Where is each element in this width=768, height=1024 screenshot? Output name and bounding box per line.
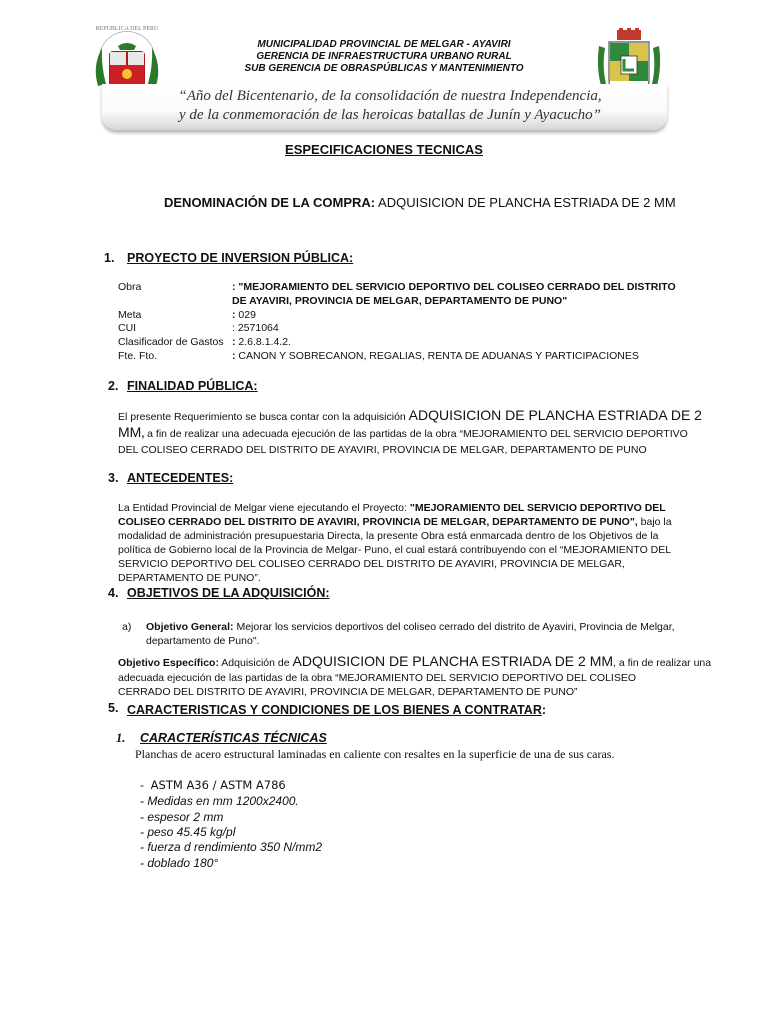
spec-item: - doblado 180° (140, 856, 219, 870)
obra-value-line-1: : "MEJORAMIENTO DEL SERVICIO DEPORTIVO DEL COLISEO CERRADO DEL DISTRITO (232, 281, 676, 293)
subsection-1-title: CARACTERÍSTICAS TÉCNICAS (140, 731, 327, 745)
denomination-label: DENOMINACIÓN DE LA COMPRA (164, 195, 371, 210)
antecedentes-line-2: COLISEO CERRADO DEL DISTRITO DE AYAVIRI, PROVINCIA DE MELGAR, DEPARTAMENTO DE PUNO", bajo la (118, 516, 672, 528)
section-5-title: CARACTERISTICAS Y CONDICIONES DE LOS BIENES A CONTRATAR: (127, 703, 547, 717)
spec-item: - espesor 2 mm (140, 810, 224, 824)
finalidad-line-1: El presente Requerimiento se busca contar con la adquisición ADQUISICION DE PLANCHA ESTRIADA DE 2 (118, 407, 702, 423)
spec-item: - peso 45.45 kg/pl (140, 825, 236, 839)
antecedentes-line-3: modalidad de administración presupuestaria Directa, la presente Obra está enmarcada dentro de los Objetivos de la (118, 530, 659, 542)
section-4-number: 4. (108, 586, 119, 600)
clasificador-value: : 2.6.8.1.4.2. (232, 336, 291, 348)
section-1-number: 1. (104, 251, 115, 265)
motto-line-1: “Año del Bicentenario, de la consolidación de nuestra Independencia, (178, 88, 602, 104)
section-1-title: PROYECTO DE INVERSION PÚBLICA: (127, 251, 354, 265)
antecedentes-line-6: DEPARTAMENTO DE PUNO”. (118, 572, 261, 584)
spec-item: - fuerza d rendimiento 350 N/mm2 (140, 840, 323, 854)
section-3-number: 3. (108, 471, 119, 485)
fuente-label: Fte. Fto. (118, 350, 158, 362)
section-2-number: 2. (108, 379, 119, 393)
section-4-title: OBJETIVOS DE LA ADQUISICIÓN: (127, 586, 330, 600)
cui-label: CUI (118, 322, 137, 334)
denomination-value: ADQUISICION DE PLANCHA ESTRIADA DE 2 MM (375, 195, 676, 210)
meta-value: : 029 (232, 309, 256, 321)
left-seal-text: REPUBLICA DEL PERU (95, 26, 159, 32)
section-5-number: 5. (108, 701, 119, 715)
technical-description: Planchas de acero estructural laminadas en caliente con resaltes en la superficie de una de sus caras. (135, 747, 615, 761)
objetivo-especifico-line-2: adecuada ejecución de las partidas de la obra “MEJORAMIENTO DEL SERVICIO DEPORTIVO DEL COLISEO (118, 672, 637, 684)
objetivo-general-line-1: Objetivo General: Mejorar los servicios deportivos del coliseo cerrado del distrito de Ayaviri, Provincia de Melgar, (146, 621, 675, 633)
clasificador-label: Clasificador de Gastos (118, 336, 224, 348)
antecedentes-line-5: SERVICIO DEPORTIVO DEL COLISEO CERRADO DEL DISTRITO DE AYAVIRI, PROVINCIA DE MELGAR, (118, 558, 625, 570)
objetivo-especifico-line-1: Objetivo Específico: Adquisición de ADQUISICION DE PLANCHA ESTRIADA DE 2 MM, a fin de realizar una (118, 653, 712, 669)
obra-value-line-2: DE AYAVIRI, PROVINCIA DE MELGAR, DEPARTAMENTO DE PUNO" (232, 295, 568, 307)
obra-label: Obra (118, 281, 142, 293)
cui-value: : 2571064 (232, 322, 279, 334)
objective-a-marker: a) (122, 621, 132, 633)
document-title: ESPECIFICACIONES TECNICAS (285, 142, 483, 157)
motto-line-2: y de la conmemoración de las heroicas batallas de Junín y Ayacucho” (179, 107, 601, 123)
subsection-1-number: 1. (116, 731, 126, 745)
finalidad-line-3: DEL COLISEO CERRADO DEL DISTRITO DE AYAVIRI, PROVINCIA DE MELGAR, DEPARTAMENTO DE PUNO (118, 444, 647, 456)
fuente-value: : CANON Y SOBRECANON, REGALIAS, RENTA DE ADUANAS Y PARTICIPACIONES (232, 350, 639, 362)
section-3-title: ANTECEDENTES: (127, 471, 234, 485)
objetivo-general-line-2: departamento de Puno". (146, 635, 260, 647)
spec-item: - Medidas en mm 1200x2400. (140, 794, 299, 808)
header-line-1: MUNICIPALIDAD PROVINCIAL DE MELGAR - AYAVIRI (257, 39, 511, 50)
purchase-denomination: DENOMINACIÓN DE LA COMPRA: ADQUISICION DE PLANCHA ESTRIADA DE 2 MM (164, 195, 676, 210)
header-line-2: GERENCIA DE INFRAESTRUCTURA URBANO RURAL (256, 51, 512, 62)
objetivo-especifico-line-3: CERRADO DEL DISTRITO DE AYAVIRI, PROVINCIA DE MELGAR, DEPARTAMENTO DE PUNO” (118, 686, 578, 698)
section-2-title: FINALIDAD PÚBLICA: (127, 379, 258, 393)
spec-astm: - ASTM A36 / ASTM A786 (140, 778, 286, 792)
finalidad-line-2: MM, a fin de realizar una adecuada ejecución de las partidas de la obra “MEJORAMIENTO DEL SERVICIO DEPORTIVO (118, 424, 688, 440)
meta-label: Meta (118, 309, 142, 321)
antecedentes-line-1: La Entidad Provincial de Melgar viene ejecutando el Proyecto: "MEJORAMIENTO DEL SERVICIO DEPORTIVO DEL (118, 502, 666, 514)
header-line-3: SUB GERENCIA DE OBRASPÚBLICAS Y MANTENIMIENTO (244, 63, 524, 74)
antecedentes-line-4: política de Gobierno local de la Provincia de Melgar- Puno, el cual estará contribuyendo con el “MEJORAMIENTO DEL (118, 544, 672, 556)
